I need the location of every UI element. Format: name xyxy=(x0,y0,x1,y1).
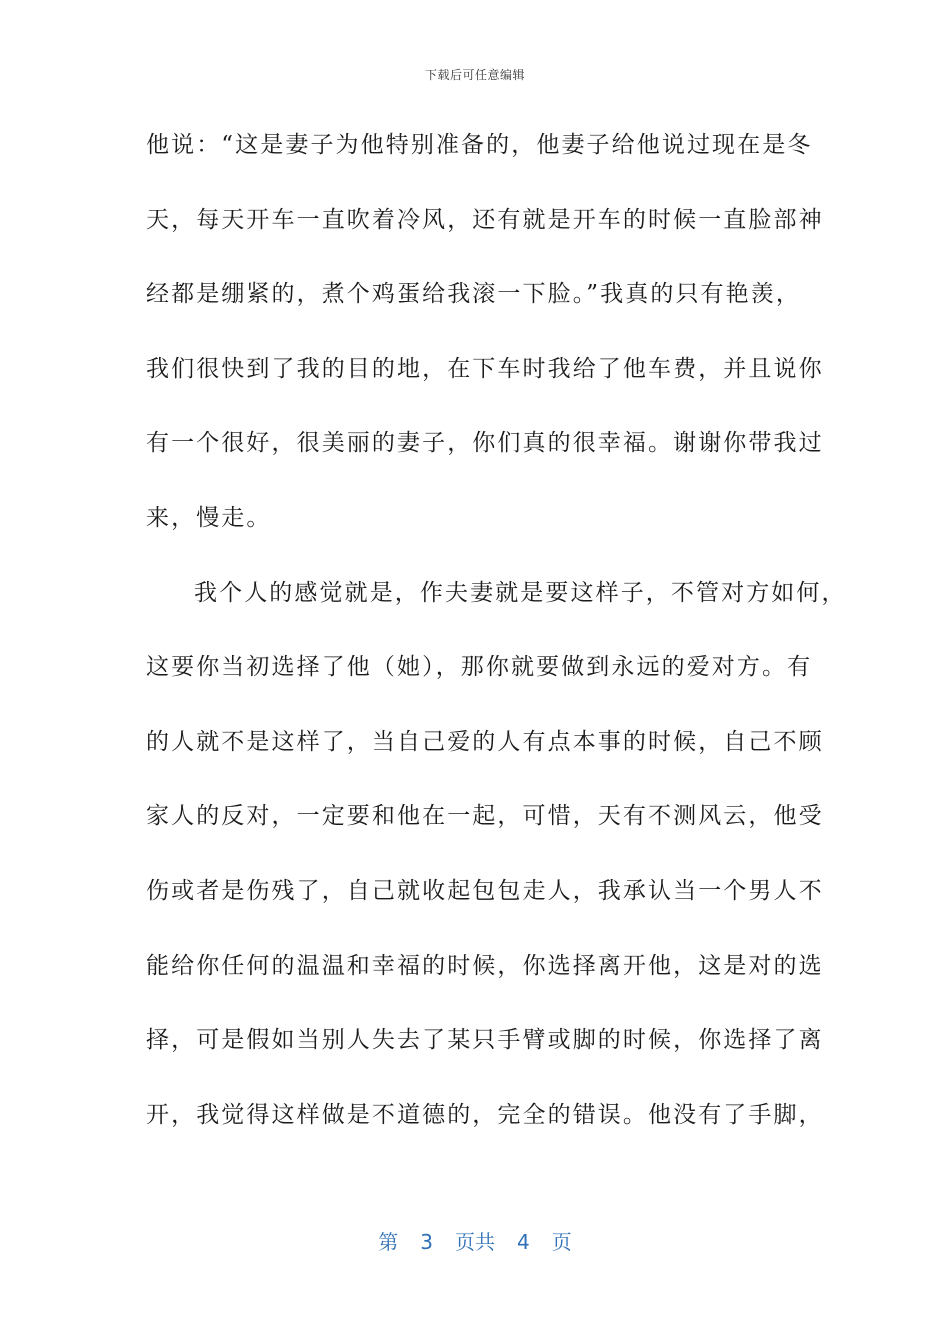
page-footer xyxy=(0,1226,950,1255)
paragraph-start-line: 我个人的感觉就是，作夫妻就是要这样子，不管对方如何， xyxy=(194,579,847,606)
text-line: 他说：“这是妻子为他特别准备的，他妻子给他说过现在是冬 xyxy=(146,132,813,158)
text-line: 我们很快到了我的目的地，在下车时我给了他车费，并且说你 xyxy=(146,355,824,382)
text-line: 伤或者是伤残了，自己就收起包包走人，我承认当一个男人不 xyxy=(146,877,824,904)
header-note: 下载后可任意编辑 xyxy=(424,68,525,82)
text-line: 来，慢走。 xyxy=(146,504,272,531)
footer-suffix: 页 xyxy=(551,1230,572,1254)
footer-middle: 页共 xyxy=(455,1230,495,1254)
text-line: 开，我觉得这样做是不道德的，完全的错误。他没有了手脚， xyxy=(146,1101,824,1128)
footer-prefix: 第 xyxy=(378,1230,399,1254)
text-line: 家人的反对，一定要和他在一起，可惜，天有不测风云，他受 xyxy=(146,803,824,830)
total-pages-number: 4 xyxy=(517,1230,530,1254)
text-line: 天，每天开车一直吹着冷风，还有就是开车的时候一直脸部神 xyxy=(146,206,824,233)
text-line: 这要你当初选择了他（她），那你就要做到永远的爱对方。有 xyxy=(146,654,813,681)
text-line: 经都是绷紧的，煮个鸡蛋给我滚一下脸。”我真的只有艳羡， xyxy=(146,281,801,308)
text-line: 的人就不是这样了，当自己爱的人有点本事的时候，自己不顾 xyxy=(146,728,824,755)
text-line: 择，可是假如当别人失去了某只手臂或脚的时候，你选择了离 xyxy=(146,1027,824,1054)
text-line: 能给你任何的温温和幸福的时候，你选择离开他，这是对的选 xyxy=(146,952,824,979)
text-line: 有一个很好，很美丽的妻子，你们真的很幸福。谢谢你带我过 xyxy=(146,430,824,457)
document-body xyxy=(146,116,847,1160)
current-page-number: 3 xyxy=(420,1230,433,1254)
